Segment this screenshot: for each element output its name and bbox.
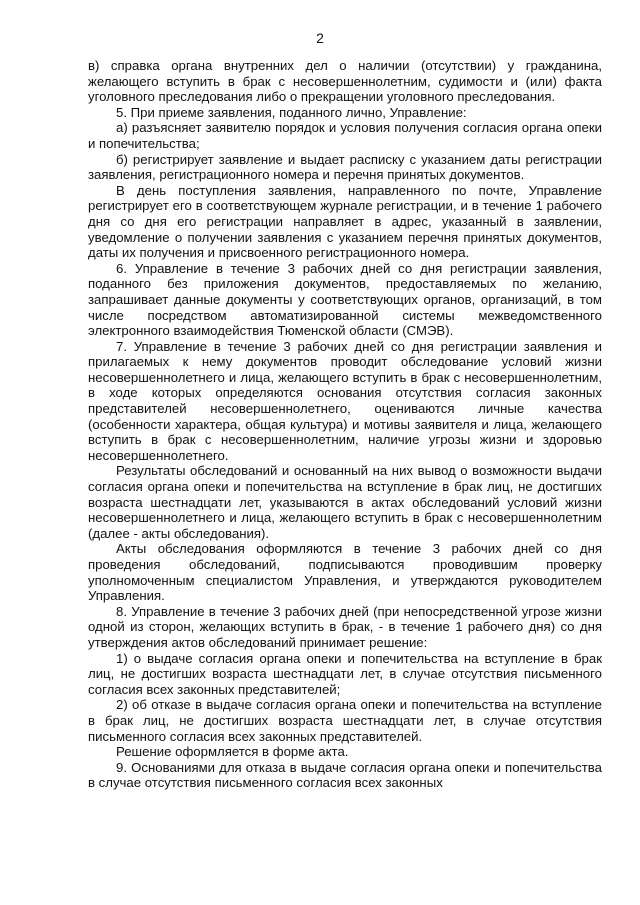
paragraph-inspection-acts: Акты обследования оформляются в течение 3 рабочих дней со дня проведения обследований, подписываются проводившим проверку уполномоченным специалистом Управления, и утверждаются руководителем Управления. xyxy=(88,541,602,604)
page-number: 2 xyxy=(316,30,324,46)
paragraph-decision-form: Решение оформляется в форме акта. xyxy=(116,744,349,760)
paragraph-clause-7: 7. Управление в течение 3 рабочих дней со дня регистрации заявления и прилагаемых к нему документов проводит обследование условий жизни несовершеннолетнего и лица, желающего вступить в брак с несовершеннолетним, в ходе которых определяются основания отсутствия согласия законных представителей несовершеннолетнего, оцениваются личные качества (особенности характера, общая культура) и мотивы заявителя и лица, желающего вступить в брак с несовершеннолетним, наличие угрозы жизни и здоровью несовершеннолетнего. xyxy=(88,338,602,463)
paragraph-decision-1: 1) о выдаче согласия органа опеки и попечительства на вступление в брак лиц, не достигших возраста шестнадцати лет, в случае отсутствия письменного согласия всех законных представителей; xyxy=(88,650,602,697)
paragraph-mail-registration: В день поступления заявления, направленного по почте, Управление регистрирует его в соответствующем журнале регистрации, и в течение 1 рабочего дня со дня его регистрации направляет в адрес, указанный в заявлении, уведомление о получении заявления с указанием перечня принятых документов, даты их получения и присвоенного регистрационного номера. xyxy=(88,182,602,261)
paragraph-item-b: б) регистрирует заявление и выдает расписку с указанием даты регистрации заявления, регистрационного номера и перечня принятых документов. xyxy=(88,151,602,183)
paragraph-decision-2: 2) об отказе в выдаче согласия органа опеки и попечительства на вступление в брак лиц, не достигших возраста шестнадцати лет, в случае отсутствия письменного согласия всех законных представителей. xyxy=(88,697,602,744)
paragraph-inspection-results: Результаты обследований и основанный на них вывод о возможности выдачи согласия органа опеки и попечительства на вступление в брак лиц, не достигших возраста шестнадцати лет, указываются в актах обследований условий жизни несовершеннолетнего и лица, желающего вступить в брак с несовершеннолетним (далее - акты обследования). xyxy=(88,463,602,541)
paragraph-clause-8: 8. Управление в течение 3 рабочих дней (при непосредственной угрозе жизни одной из сторон, желающих вступить в брак, - в течение 1 рабочего дня) со дня утверждения актов обследований принимает решение: xyxy=(88,603,602,650)
document-body xyxy=(88,58,602,791)
paragraph-clause-5: 5. При приеме заявления, поданного лично, Управление: xyxy=(116,104,467,120)
paragraph-clause-9: 9. Основаниями для отказа в выдаче согласия органа опеки и попечительства в случае отсутствия письменного согласия всех законных xyxy=(88,759,602,791)
paragraph-item-v: в) справка органа внутренних дел о наличии (отсутствии) у гражданина, желающего вступить в брак с несовершеннолетним, судимости и (или) факта уголовного преследования либо о прекращении уголовного преследования. xyxy=(88,58,602,105)
paragraph-clause-6: 6. Управление в течение 3 рабочих дней со дня регистрации заявления, поданного без приложения документов, предоставляемых по желанию, запрашивает данные документы у соответствующих органов, организаций, в том числе посредством автоматизированной системы межведомственного электронного взаимодействия Тюменской области (СМЭВ). xyxy=(88,260,602,339)
paragraph-item-a: а) разъясняет заявителю порядок и условия получения согласия органа опеки и попечительства; xyxy=(88,120,602,151)
